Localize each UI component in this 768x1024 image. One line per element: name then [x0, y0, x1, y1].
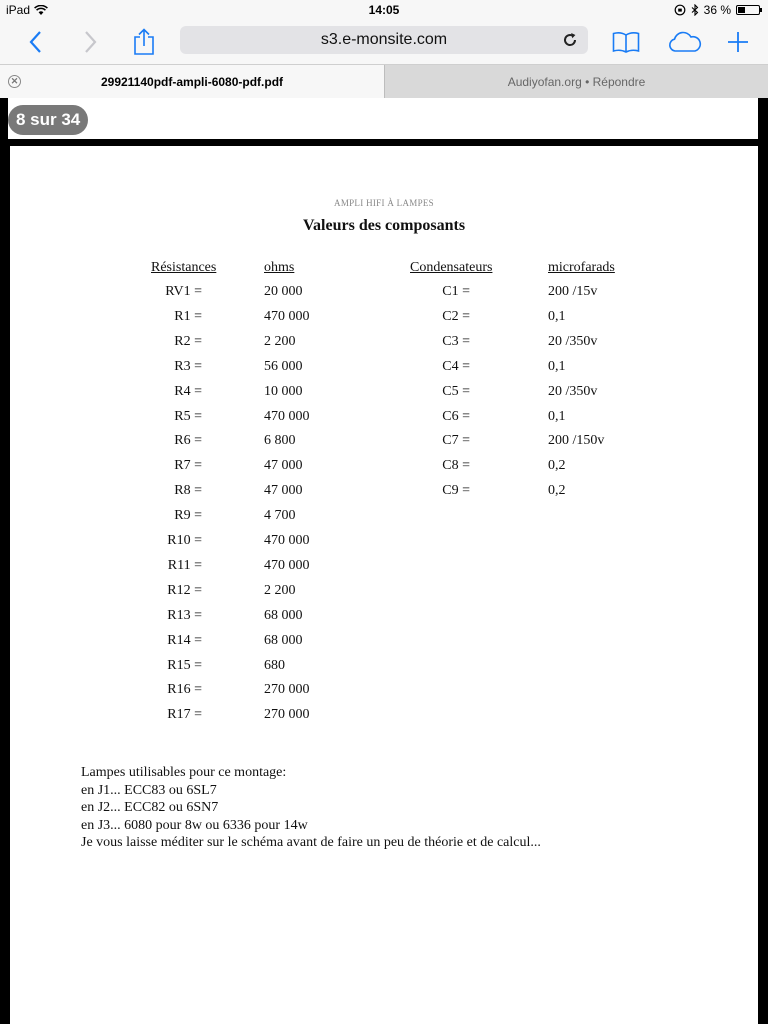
back-button[interactable] [20, 26, 52, 58]
tab-title: 29921140pdf-ampli-6080-pdf.pdf [100, 74, 284, 89]
url-text: s3.e-monsite.com [320, 31, 448, 48]
tab-title: Audiyofan.org • Répondre [507, 74, 646, 89]
notes-line: Je vous laisse méditer sur le schéma avant de faire un peu de théorie et de calcul... [81, 835, 541, 850]
battery-percent: 36 % [703, 3, 731, 17]
capacitor-value: 0,2 [548, 483, 566, 499]
new-tab-icon [727, 31, 749, 53]
resistors-header: Résistances [151, 260, 217, 275]
capacitor-label: C4 = [442, 358, 470, 374]
resistor-label: R10 = [167, 533, 202, 548]
resistor-label: R13 = [167, 607, 202, 623]
resistor-label: R15 = [167, 657, 202, 673]
resistor-label: R5 = [174, 408, 202, 424]
resistor-value: 2 200 [264, 333, 296, 349]
resistor-value: 470 000 [264, 308, 310, 324]
status-right [674, 3, 760, 17]
bookmarks-icon [612, 31, 640, 53]
bluetooth-icon [691, 4, 699, 16]
resistor-label: R11 = [167, 557, 202, 573]
battery-icon [736, 5, 760, 15]
status-bar [0, 0, 768, 20]
notes-line: en J2... ECC82 ou 6SN7 [81, 800, 219, 815]
resistor-value: 47 000 [264, 458, 303, 474]
battery-level [738, 7, 745, 13]
capacitor-value: 0,1 [548, 358, 566, 374]
resistor-value: 270 000 [264, 707, 310, 723]
resistor-label: R17 = [167, 707, 202, 723]
resistor-value: 56 000 [264, 358, 303, 374]
resistor-label: R12 = [167, 582, 202, 598]
back-icon [29, 30, 43, 54]
resistor-label: R7 = [174, 458, 202, 474]
icloud-tabs-button[interactable] [666, 26, 704, 58]
capacitor-label: C6 = [442, 408, 470, 424]
resistor-label: R14 = [167, 632, 202, 648]
reload-button[interactable] [560, 30, 580, 50]
icloud-tabs-icon [667, 31, 703, 53]
resistor-value: 470 000 [264, 557, 310, 573]
resistor-value: 470 000 [264, 408, 310, 424]
resistor-label: R8 = [174, 483, 202, 499]
resistor-label: R9 = [174, 508, 202, 524]
new-tab-button[interactable] [722, 26, 754, 58]
resistor-value: 20 000 [264, 284, 303, 299]
resistor-value: 470 000 [264, 533, 310, 548]
capacitor-value: 0,1 [548, 408, 566, 424]
resistor-value: 6 800 [264, 433, 296, 449]
microfarads-header: microfarads [548, 260, 615, 275]
resistor-value: 68 000 [264, 632, 303, 648]
capacitor-label: C1 = [442, 284, 470, 299]
notes-line: Lampes utilisables pour ce montage: [81, 765, 287, 780]
capacitor-value: 200 /15v [548, 284, 598, 299]
resistor-value: 47 000 [264, 483, 303, 499]
resistor-label: R3 = [174, 358, 202, 374]
address-bar[interactable] [180, 26, 588, 54]
capacitor-value: 20 /350v [548, 383, 598, 399]
share-button[interactable] [128, 26, 160, 58]
page-counter: 8 sur 34 [8, 105, 88, 135]
device-name: iPad [6, 3, 31, 17]
capacitor-value: 0,2 [548, 458, 566, 474]
resistor-value: 270 000 [264, 682, 310, 698]
previous-page [8, 98, 758, 139]
pdf-viewer[interactable] [0, 98, 768, 1024]
resistor-label: R2 = [174, 333, 202, 349]
resistor-value: 680 [264, 657, 285, 673]
forward-button[interactable] [74, 26, 106, 58]
ohms-header: ohms [264, 260, 295, 275]
capacitor-value: 200 /150v [548, 433, 605, 449]
notes-line: en J1... ECC83 ou 6SL7 [81, 782, 217, 798]
notes [81, 764, 541, 852]
capacitor-label: C8 = [442, 458, 470, 474]
forward-icon [83, 30, 97, 54]
clock: 14:05 [368, 3, 400, 17]
tab-pdf[interactable] [0, 65, 384, 98]
capacitor-label: C9 = [442, 483, 470, 499]
page-title: Valeurs des composants [302, 217, 466, 234]
close-tab-icon[interactable]: ✕ [8, 75, 21, 88]
tab-audiyofan[interactable] [384, 65, 768, 98]
running-head: AMPLI HIFI À LAMPES [334, 198, 434, 208]
resistor-label: R16 = [167, 682, 202, 698]
resistor-value: 10 000 [264, 383, 303, 399]
tab-bar [0, 64, 768, 98]
resistor-label: R1 = [174, 308, 202, 324]
resistor-label: RV1 = [165, 284, 202, 299]
bookmarks-button[interactable] [610, 26, 642, 58]
notes-line: en J3... 6080 pour 8w ou 6336 pour 14w [81, 817, 308, 833]
resistor-label: R4 = [174, 383, 202, 399]
capacitors-header: Condensateurs [410, 260, 493, 275]
orientation-lock-icon [674, 4, 686, 16]
capacitor-label: C5 = [442, 383, 470, 399]
capacitor-label: C3 = [442, 333, 470, 349]
nav-bar [0, 20, 768, 64]
capacitor-value: 0,1 [548, 308, 566, 324]
resistor-value: 2 200 [264, 582, 296, 598]
pdf-page [10, 146, 758, 1024]
resistor-label: R6 = [174, 433, 202, 449]
resistor-value: 4 700 [264, 508, 296, 524]
capacitor-value: 20 /350v [548, 333, 598, 349]
resistor-value: 68 000 [264, 607, 303, 623]
capacitor-label: C2 = [442, 308, 470, 324]
capacitor-label: C7 = [442, 433, 470, 449]
reload-icon [562, 32, 578, 48]
share-icon [133, 28, 155, 56]
